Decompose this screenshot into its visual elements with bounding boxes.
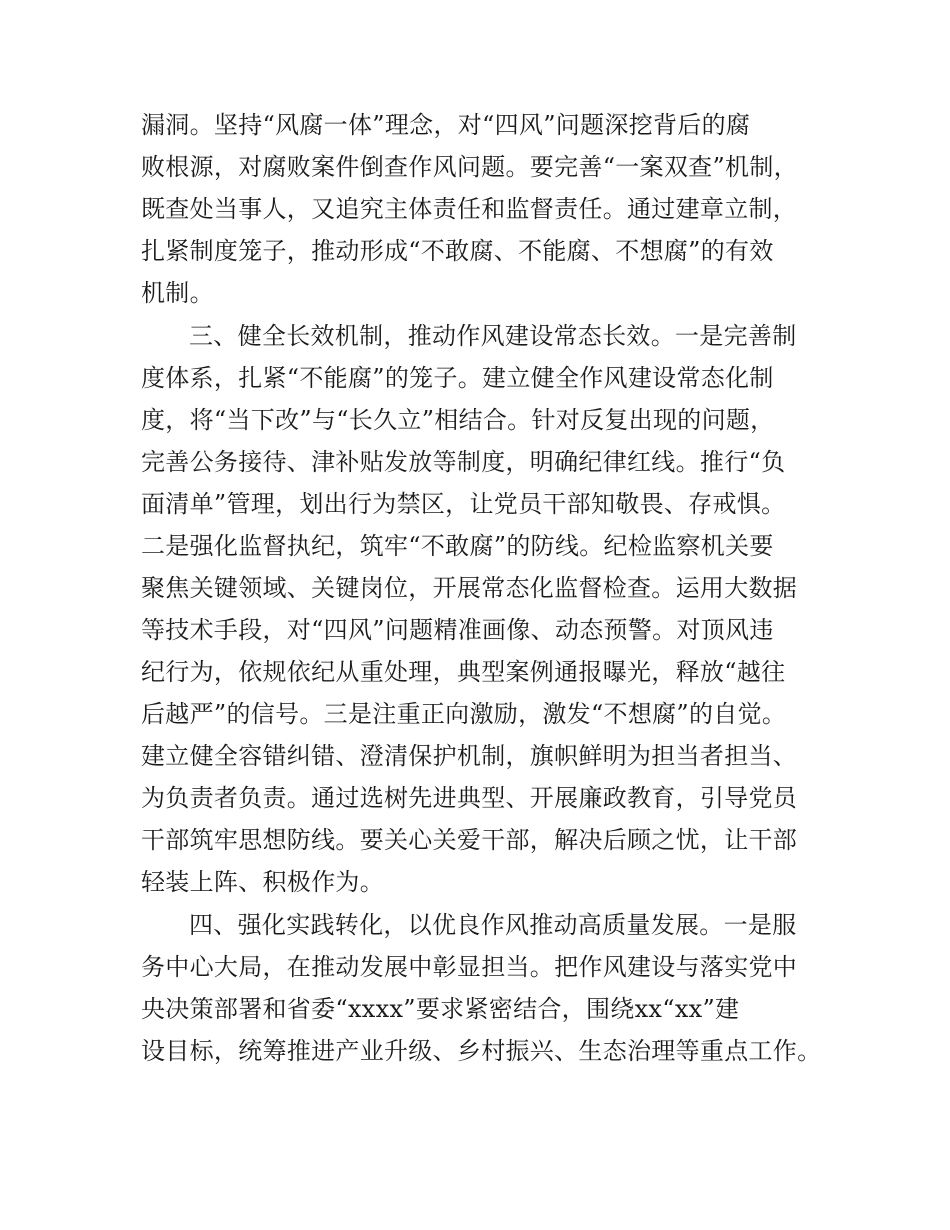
text-line: 机制。	[141, 279, 214, 307]
text-line: 纪行为，依规依纪从重处理，典型案例通报曝光，释放“越往	[141, 658, 786, 686]
text-line: 完善公务接待、津补贴发放等制度，明确纪律红线。推行“负	[141, 448, 786, 476]
text-line: 务中心大局，在推动发展中彰显担当。把作风建设与落实党中	[141, 953, 798, 981]
text-line: 干部筑牢思想防线。要关心关爱干部，解决后顾之忧，让干部	[141, 826, 798, 854]
text-line: 聚焦关键领域、关键岗位，开展常态化监督检查。运用大数据	[141, 574, 798, 602]
text-line: 三、健全长效机制，推动作风建设常态长效。一是完善制	[189, 322, 797, 350]
text-line: 度，将“当下改”与“长久立”相结合。针对反复出现的问题，	[141, 406, 775, 434]
text-line: 设目标，统筹推进产业升级、乡村振兴、生态治理等重点工作。	[141, 1037, 822, 1065]
text-line: 建立健全容错纠错、澄清保护机制，旗帜鲜明为担当者担当、	[141, 742, 798, 770]
text-line: 等技术手段，对“四风”问题精准画像、动态预警。对顶风违	[141, 616, 774, 644]
text-line: 二是强化监督执纪，筑牢“不敢腐”的防线。纪检监察机关要	[141, 532, 774, 560]
paragraph-2	[141, 315, 831, 903]
text-line: 面清单”管理，划出行为禁区，让党员干部知敬畏、存戒惧。	[141, 490, 786, 518]
text-line: 既查处当事人，又追究主体责任和监督责任。通过建章立制，	[141, 195, 798, 223]
paragraph-1	[141, 104, 831, 314]
text-line: 轻装上阵、积极作为。	[141, 868, 384, 896]
text-line: 漏洞。坚持“风腐一体”理念，对“四风”问题深挖背后的腐	[141, 111, 751, 139]
document-body	[141, 104, 831, 1072]
text-line: 度体系，扎紧“不能腐”的笼子。建立健全作风建设常态化制	[141, 364, 774, 392]
text-line: 后越严”的信号。三是注重正向激励，激发“不想腐”的自觉。	[141, 700, 787, 728]
text-line: 扎紧制度笼子，推动形成“不敢腐、不能腐、不想腐”的有效	[141, 237, 774, 265]
text-line: 四、强化实践转化，以优良作风推动高质量发展。一是服	[189, 911, 797, 939]
text-line: 为负责者负责。通过选树先进典型、开展廉政教育，引导党员	[141, 784, 798, 812]
paragraph-3	[141, 904, 831, 1072]
text-line: 败根源，对腐败案件倒查作风问题。要完善“一案双查”机制，	[141, 153, 798, 181]
text-line: 央决策部署和省委“xxxx”要求紧密结合，围绕xx“xx”建	[141, 995, 740, 1023]
